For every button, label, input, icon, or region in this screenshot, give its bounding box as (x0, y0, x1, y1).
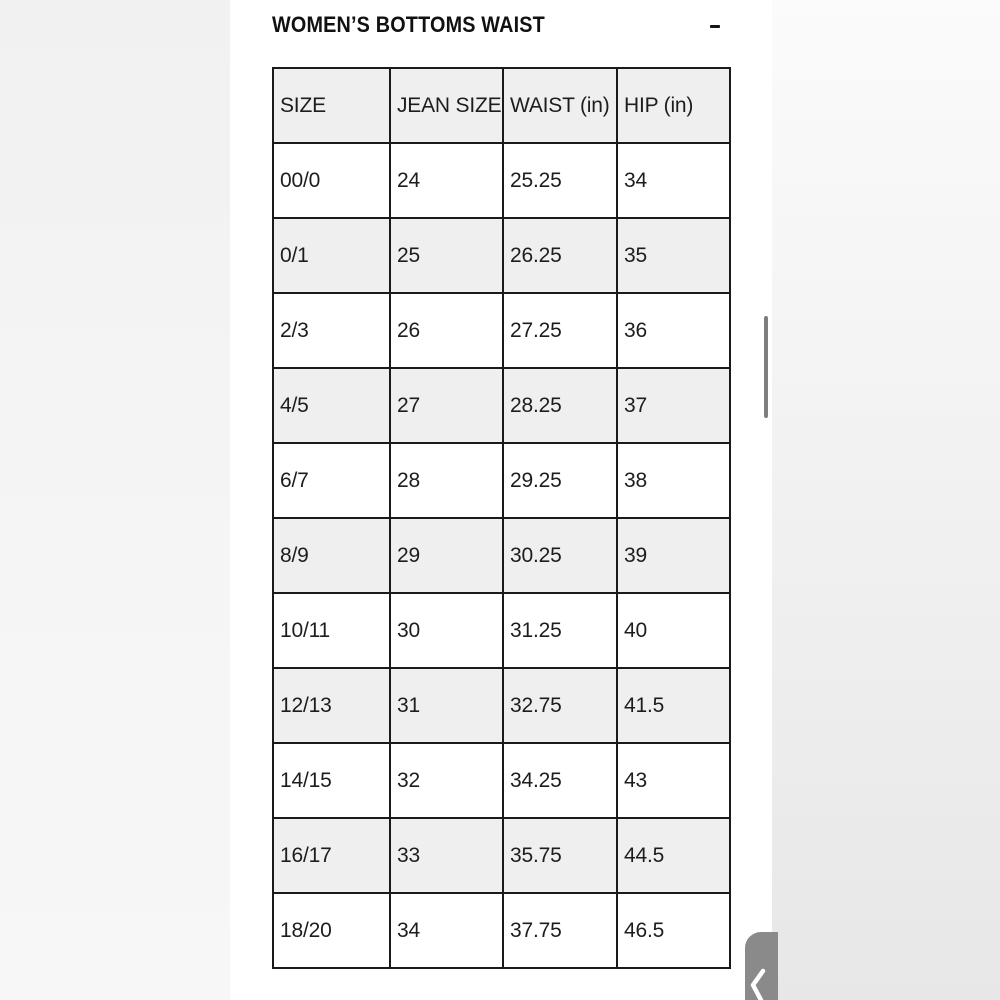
table-cell: 30.25 (503, 518, 617, 593)
table-cell: 34.25 (503, 743, 617, 818)
table-cell: 32.75 (503, 668, 617, 743)
table-cell: 34 (617, 143, 730, 218)
panel-title: WOMEN’S BOTTOMS WAIST (272, 12, 545, 37)
column-header: HIP (in) (617, 68, 730, 143)
table-row (273, 143, 730, 218)
table-cell: 12/13 (273, 668, 390, 743)
table-cell: 27 (390, 368, 503, 443)
table-cell: 18/20 (273, 893, 390, 968)
table-cell: 10/11 (273, 593, 390, 668)
table-cell: 41.5 (617, 668, 730, 743)
column-header: SIZE (273, 68, 390, 143)
table-cell: 33 (390, 818, 503, 893)
table-cell: 4/5 (273, 368, 390, 443)
table-cell: 2/3 (273, 293, 390, 368)
table-cell: 29.25 (503, 443, 617, 518)
table-row (273, 668, 730, 743)
table-cell: 25 (390, 218, 503, 293)
table-cell: 28.25 (503, 368, 617, 443)
table-row (273, 818, 730, 893)
table-cell: 6/7 (273, 443, 390, 518)
page-background-right (772, 0, 1000, 1000)
table-cell: 16/17 (273, 818, 390, 893)
table-cell: 29 (390, 518, 503, 593)
header-row (273, 68, 730, 143)
table-cell: 35.75 (503, 818, 617, 893)
table-cell: 39 (617, 518, 730, 593)
table-cell: 36 (617, 293, 730, 368)
table-cell: 43 (617, 743, 730, 818)
table-cell: 24 (390, 143, 503, 218)
minus-icon[interactable] (710, 25, 720, 28)
table-cell: 0/1 (273, 218, 390, 293)
table-row (273, 518, 730, 593)
table-row (273, 293, 730, 368)
table-cell: 28 (390, 443, 503, 518)
table-cell: 40 (617, 593, 730, 668)
table-cell: 30 (390, 593, 503, 668)
table-cell: 25.25 (503, 143, 617, 218)
table-cell: 8/9 (273, 518, 390, 593)
table-row (273, 743, 730, 818)
table-cell: 14/15 (273, 743, 390, 818)
table-cell: 32 (390, 743, 503, 818)
table-cell: 31.25 (503, 593, 617, 668)
table-cell: 26 (390, 293, 503, 368)
column-header: WAIST (in) (503, 68, 617, 143)
table-row (273, 368, 730, 443)
table-row (273, 218, 730, 293)
table-cell: 00/0 (273, 143, 390, 218)
size-chart-table (272, 67, 731, 969)
table-row (273, 443, 730, 518)
chevron-left-icon (748, 968, 770, 1000)
table-cell: 31 (390, 668, 503, 743)
table-cell: 37.75 (503, 893, 617, 968)
table-row (273, 893, 730, 968)
table-cell: 37 (617, 368, 730, 443)
side-tab-button[interactable] (745, 932, 778, 1000)
table-row (273, 593, 730, 668)
table-cell: 44.5 (617, 818, 730, 893)
page-background-left (0, 0, 230, 1000)
table-cell: 34 (390, 893, 503, 968)
table-cell: 26.25 (503, 218, 617, 293)
table-cell: 38 (617, 443, 730, 518)
table-cell: 27.25 (503, 293, 617, 368)
size-guide-panel (230, 0, 772, 1000)
table-cell: 35 (617, 218, 730, 293)
column-header: JEAN SIZE (390, 68, 503, 143)
scrollbar-thumb[interactable] (764, 316, 768, 418)
table-cell: 46.5 (617, 893, 730, 968)
